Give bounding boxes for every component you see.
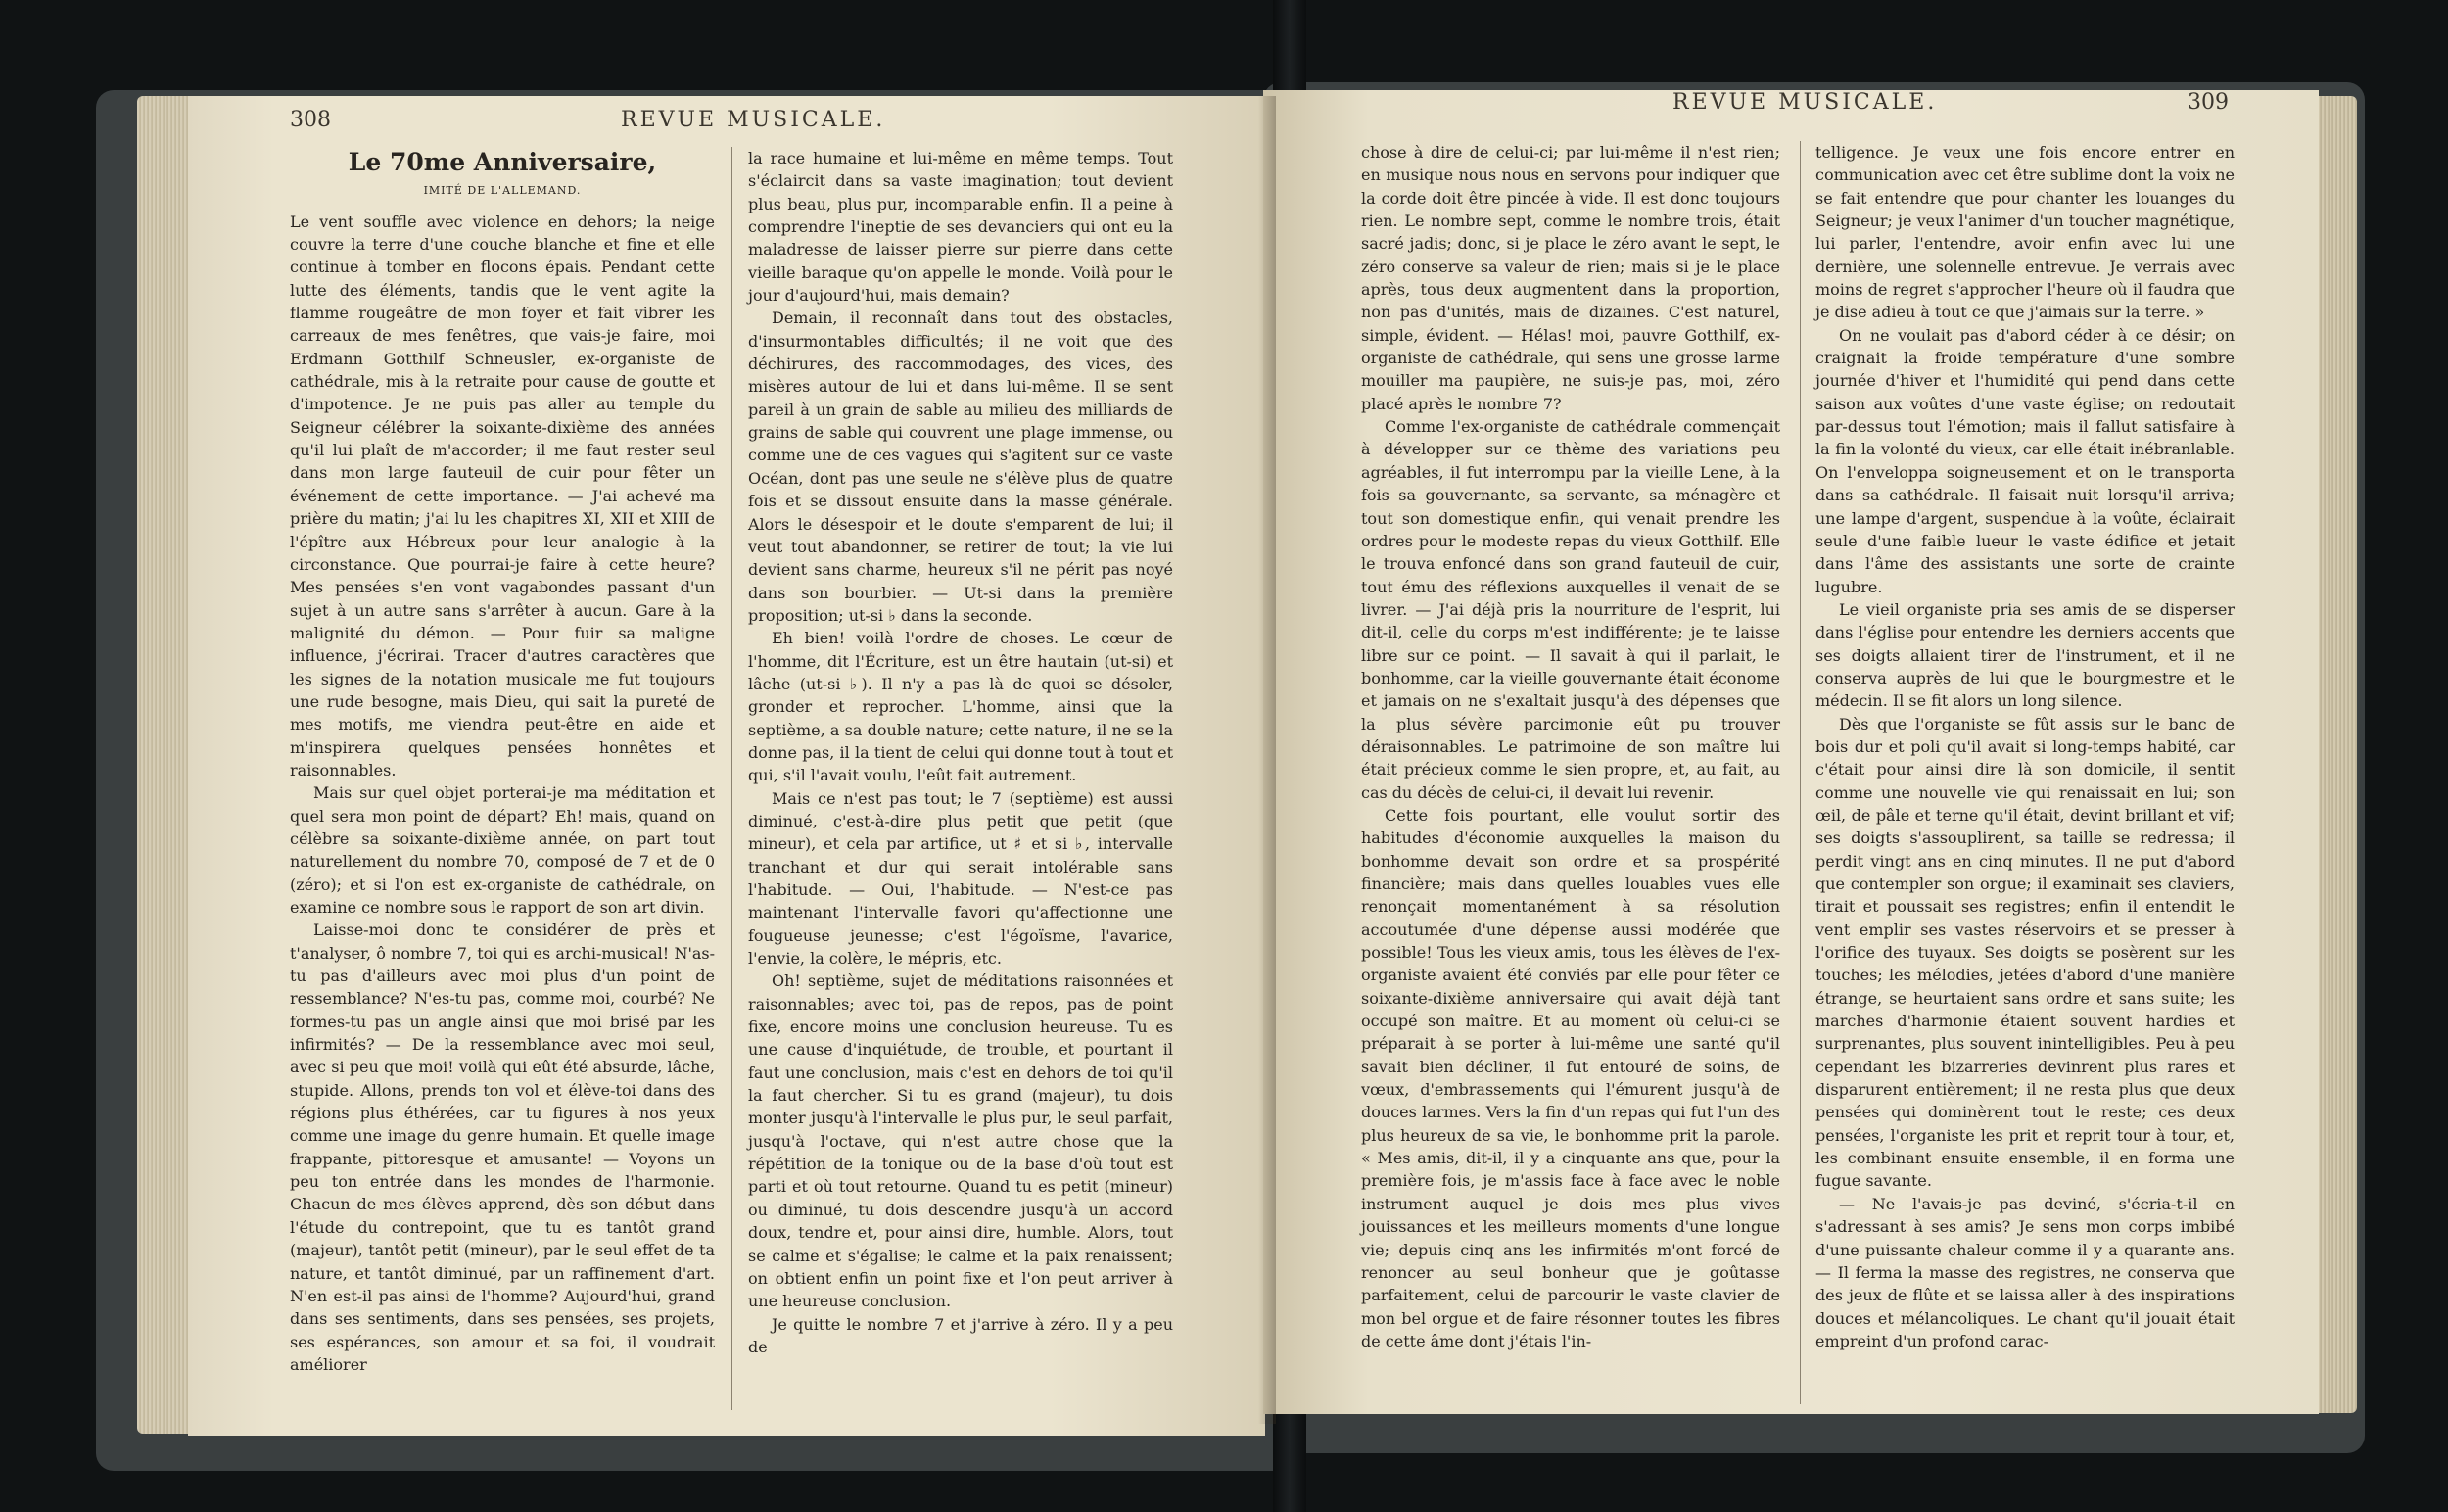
paragraph: Le vieil organiste pria ses amis de se disperser dans l'église pour entendre les derniers accents que ses doigts allaient tirer de l'instrument, et il ne conserva auprès de lui que le bourgmestre et le médecin. Il se fit alors un long silence. — [1815, 599, 2235, 711]
page-number: 309 — [2188, 90, 2229, 115]
right-page — [1263, 90, 2319, 1414]
paragraph: Mais ce n'est pas tout; le 7 (septième) est aussi diminué, c'est-à-dire plus petit que petit (que mineur), et cela par artifice, ut ♯ et si ♭, intervalle tranchant et dur qui serait intolérable sans l'habitude. — Oui, l'habitude. — N'est-ce pas maintenant l'intervalle favori qu'affectionne une fougueuse jeunesse; c'est l'égoïsme, l'avarice, l'envie, la colère, le mépris, etc. — [748, 788, 1173, 969]
column-rule — [1800, 141, 1801, 1404]
page-number: 308 — [290, 108, 331, 132]
running-head: REVUE MUSICALE. — [1672, 90, 1938, 115]
paragraph: Oh! septième, sujet de méditations raisonnées et raisonnables; avec toi, pas de repos, pas de point fixe, encore moins une conclusion heureuse. Tu es une cause d'inquiétude, de trouble, et pourtant il faut une conclusion, mais c'est en dehors de toi qu'il la faut chercher. Si tu es grand (majeur), tu dois monter jusqu'à l'intervalle le plus pur, le seul parfait, jusqu'à l'octave, qui n'est autre chose que la répétition de la tonique ou de la base d'où tout est parti et où tout retourne. Quand tu es petit (mineur) ou diminué, tu dois descendre jusqu'à un accord doux, tendre et, pour ainsi dire, humble. Alors, tout se calme et s'égalise; le calme et la paix renaissent; on obtient enfin un point fixe et l'on peut arriver à une heureuse conclusion. — [748, 971, 1173, 1311]
paragraph: — Ne l'avais-je pas deviné, s'écria-t-il en s'adressant à ses amis? Je sens mon corps imbibé d'une puissante chaleur comme il y a quarante ans. — Il ferma la masse des registres, ne conserva que des jeux de flûte et se laissa aller à des inspirations douces et mélancoliques. Le chant qu'il jouait était empreint d'un profond carac- — [1815, 1194, 2235, 1350]
paragraph: telligence. Je veux une fois encore entrer en communication avec cet être sublime dont la voix ne se fait entendre que pour chanter les louanges du Seigneur; je veux l'animer d'un toucher magnétique, lui parler, l'entendre, avoir enfin avec lui une dernière, une solennelle entrevue. Je verrais avec moins de regret s'approcher l'heure où il faudra que je dise adieu à tout ce que j'aimais sur la terre. » — [1815, 143, 2235, 322]
article-title: Le 70me Anniversaire, — [348, 148, 657, 176]
column-rule — [731, 147, 732, 1410]
article-subtitle: IMITÉ DE L'ALLEMAND. — [423, 184, 582, 198]
paragraph: Mais sur quel objet porterai-je ma méditation et quel sera mon point de départ? Eh! mais, quand on célèbre sa soixante-dixième année, on part tout naturellement du nombre 70, composé de 7 et de 0 (zéro); et si l'on est ex-organiste de cathédrale, on examine ce nombre sous le rapport de son art divin. — [290, 783, 715, 917]
paragraph: Comme l'ex-organiste de cathédrale commençait à développer sur ce thème des variations peu agréables, il fut interrompu par la vieille Lene, à la fois sa gouvernante, sa servante, sa ménagère et tout son domestique enfin, qui venait prendre les ordres pour le modeste repas du vieux Gotthilf. Elle le trouva enfoncé dans son grand fauteuil de cuir, tout ému des réflexions auxquelles il venait de se livrer. — J'ai déjà pris la nourriture de l'esprit, lui dit-il, celle du corps m'est indifférente; je te laisse libre sur ce point. — Il savait à qui il parlait, le bonhomme, car la vieille gouvernante était économe et jamais on ne s'exaltait jusqu'à des dépenses que la plus sévère parcimonie eût pu trouver déraisonnables. Le patrimoine de son maître lui était précieux comme le sien propre, et, au fait, au cas du décès de celui-ci, il devait lui revenir. — [1361, 417, 1780, 802]
paragraph: chose à dire de celui-ci; par lui-même il n'est rien; en musique nous nous en servons pour indiquer que la corde doit être pincée à vide. Il est donc toujours rien. Le nombre sept, comme le nombre trois, était sacré jadis; donc, si je place le zéro avant le sept, le zéro conserve sa valeur de rien; mais si je le place après, tous deux augmentent dans la proportion, non pas d'unités, mais de dizaines. C'est naturel, simple, évident. — Hélas! moi, pauvre Gotthilf, ex-organiste de cathédrale, qui sens une grosse larme mouiller ma paupière, ne suis-je pas, moi, zéro placé après le nombre 7? — [1361, 143, 1780, 413]
running-head: REVUE MUSICALE. — [621, 108, 886, 132]
paragraph: Le vent souffle avec violence en dehors; la neige couvre la terre d'une couche blanche et fine et elle continue à tomber en flocons épais. Pendant cette lutte des éléments, tandis que le vent agite la flamme rougeâtre de mon foyer et fait vibrer les carreaux de mes fenêtres, que vais-je faire, moi Erdmann Gotthilf Schneusler, ex-organiste de cathédrale, mis à la retraite pour cause de goutte et d'impotence. Je ne puis pas aller au temple du Seigneur célébrer la soixante-dixième des années qu'il lui plaît de m'accorder; il me faut rester seul dans mon large fauteuil de cuir pour fêter un événement de cette importance. — J'ai achevé ma prière du matin; j'ai lu les chapitres XI, XII et XIII de l'épître aux Hébreux pour leur analogie à la circonstance. Que pourrai-je faire à cette heure? Mes pensées s'en vont vagabondes passant d'un sujet à un autre sans s'arrêter à aucun. Gare à la malignité du démon. — Pour fuir sa maligne influence, j'écrirai. Tracer d'autres caractères que les signes de la notation musicale me fut toujours une rude besogne, mais Dieu, qui sait la pureté de mes motifs, me viendra peut-être en aide et m'inspirera quelques pensées honnêtes et raisonnables. — [290, 212, 715, 780]
left-page — [188, 96, 1265, 1436]
gutter-shadow — [1258, 96, 1276, 1424]
paragraph: Je quitte le nombre 7 et j'arrive à zéro. Il y a peu de — [748, 1314, 1173, 1356]
right-page-column-1 — [1361, 141, 1780, 1352]
paragraph: Dès que l'organiste se fût assis sur le banc de bois dur et poli qu'il avait si long-temps habité, car c'était pour ainsi dire là son domicile, il sentit comme une nouvelle vie qui renaissait en lui; son œil, de pâle et terne qu'il était, devint brillant et vif; ses doigts s'assouplirent, sa taille se redressa; il perdit vingt ans en cinq minutes. Il ne put d'abord que contempler son orgue; il examinait ses claviers, tirait et poussait ses registres; enfin il entendit le vent emplir ses vastes réservoirs et se presser à l'orifice des tuyaux. Ses doigts se posèrent sur les touches; les mélodies, jetées d'abord d'une manière étrange, se heurtaient sans ordre et sans suite; les marches d'harmonie étaient souvent hardies et surprenantes, plus souvent inintelligibles. Peu à peu cependant les bizarreries devinrent plus rares et disparurent entièrement; il ne resta plus que deux pensées qui dominèrent tout le reste; ces deux pensées, l'organiste les prit et reprit tour à tour, et, les combinant ensuite ensemble, il en forma une fugue savante. — [1815, 714, 2235, 1191]
paragraph: Laisse-moi donc te considérer de près et t'analyser, ô nombre 7, toi qui es archi-musical! N'as-tu pas d'ailleurs avec moi plus d'un point de ressemblance? N'es-tu pas, comme moi, courbé? Ne formes-tu pas un angle ainsi que moi brisé par les infirmités? — De la ressemblance avec moi seul, avec si peu que moi! voilà qui eût été absurde, lâche, stupide. Allons, prends ton vol et élève-toi dans des régions plus éthérées, car tu figures à nos yeux comme une image du genre humain. Et quelle image frappante, pittoresque et amusante! — Voyons un peu ton entrée dans les mondes de l'harmonie. Chacun de mes élèves apprend, dès son début dans l'étude du contrepoint, que tu es tantôt grand (majeur), tantôt petit (mineur), par le seul effet de ta nature, et tantôt diminué, par un raffinement d'art. N'en est-il pas ainsi de l'homme? Aujourd'hui, grand dans ses sentiments, dans ses pensées, ses projets, ses espérances, son amour et sa foi, il voudrait améliorer — [290, 921, 715, 1374]
left-page-column-2 — [748, 147, 1173, 1358]
paragraph: On ne voulait pas d'abord céder à ce désir; on craignait la froide température d'une sombre journée d'hiver et l'humidité qui pend dans cette saison aux voûtes d'une vaste église; on redoutait par-dessus tout l'émotion; mais il fallut satisfaire à la fin la volonté du vieux, car elle était inébranlable. On l'enveloppa soigneusement et on le transporta dans sa cathédrale. Il faisait nuit lorsqu'il arriva; une lampe d'argent, suspendue à la voûte, éclairait seule d'une faible lueur le vaste édifice et jetait dans l'âme des assistants une sorte de crainte lugubre. — [1815, 325, 2235, 596]
paragraph: la race humaine et lui-même en même temps. Tout s'éclaircit dans sa vaste imagination; tout devient plus beau, plus pur, incomparable enfin. Il a peine à comprendre l'ineptie de ses devanciers qui ont eu la maladresse de laisser pierre sur pierre dans cette vieille baraque qu'on appelle le monde. Voilà pour le jour d'aujourd'hui, mais demain? — [748, 149, 1173, 306]
right-page-column-2 — [1815, 141, 2235, 1352]
left-page-column-1 — [290, 141, 715, 1376]
paragraph: Demain, il reconnaît dans tout des obstacles, d'insurmontables difficultés; il ne voit que des déchirures, des raccommodages, des vices, des misères autour de lui et dans lui-même. Il se sent pareil à un grain de sable au milieu des milliards de grains de sable qui couvrent une plage immense, ou comme une de ces vagues qui s'agitent sur ce vaste Océan, dont pas une seule ne s'élève plus de quatre fois et se dissout ensuite dans la masse générale. Alors le désespoir et le doute s'emparent de lui; il veut tout abandonner, se retirer de tout; la vie lui devient sans charme, heureux s'il ne périt pas noyé dans son bourbier. — Ut-si dans la première proposition; ut-si ♭ dans la seconde. — [748, 308, 1173, 625]
paragraph: Eh bien! voilà l'ordre de choses. Le cœur de l'homme, dit l'Écriture, est un être hautain (ut-si) et lâche (ut-si ♭). Il n'y a pas là de quoi se désoler, gronder et reprocher. L'homme, ainsi que la septième, a sa double nature; cette nature, il ne se la donne pas, il la tient de celui qui donne tout à tout et qui, s'il l'avait voulu, l'eût fait autrement. — [748, 629, 1173, 785]
paragraph: Cette fois pourtant, elle voulut sortir des habitudes d'économie auxquelles la maison du bonhomme devait son ordre et sa prospérité financière; mais dans quelles louables vues elle renonçait momentanément à sa résolution accoutumée d'une dépense aussi modérée que possible! Tous les vieux amis, tous les élèves de l'ex-organiste avaient été conviés par elle pour fêter ce soixante-dixième anniversaire qui avait déjà tant occupé son maître. Et au moment où celui-ci se préparait à se porter à lui-même une santé qu'il savait bien décliner, il fut entouré de soins, de vœux, d'embrassements qui l'émurent jusqu'à de douces larmes. Vers la fin d'un repas qui fut l'un des plus heureux de sa vie, le bonhomme prit la parole. « Mes amis, dit-il, il y a cinquante ans que, pour la première fois, je m'assis face à face avec le noble instrument auquel je dois mes plus vives jouissances et les meilleurs moments d'une longue vie; depuis cinq ans les infirmités m'ont forcé de renoncer au seul bonheur que je goûtasse parfaitement, celui de parcourir le vaste clavier de mon bel orgue et de faire résonner toutes les fibres de cette âme dont j'étais l'in- — [1361, 805, 1780, 1350]
page-edges-left — [137, 96, 196, 1434]
